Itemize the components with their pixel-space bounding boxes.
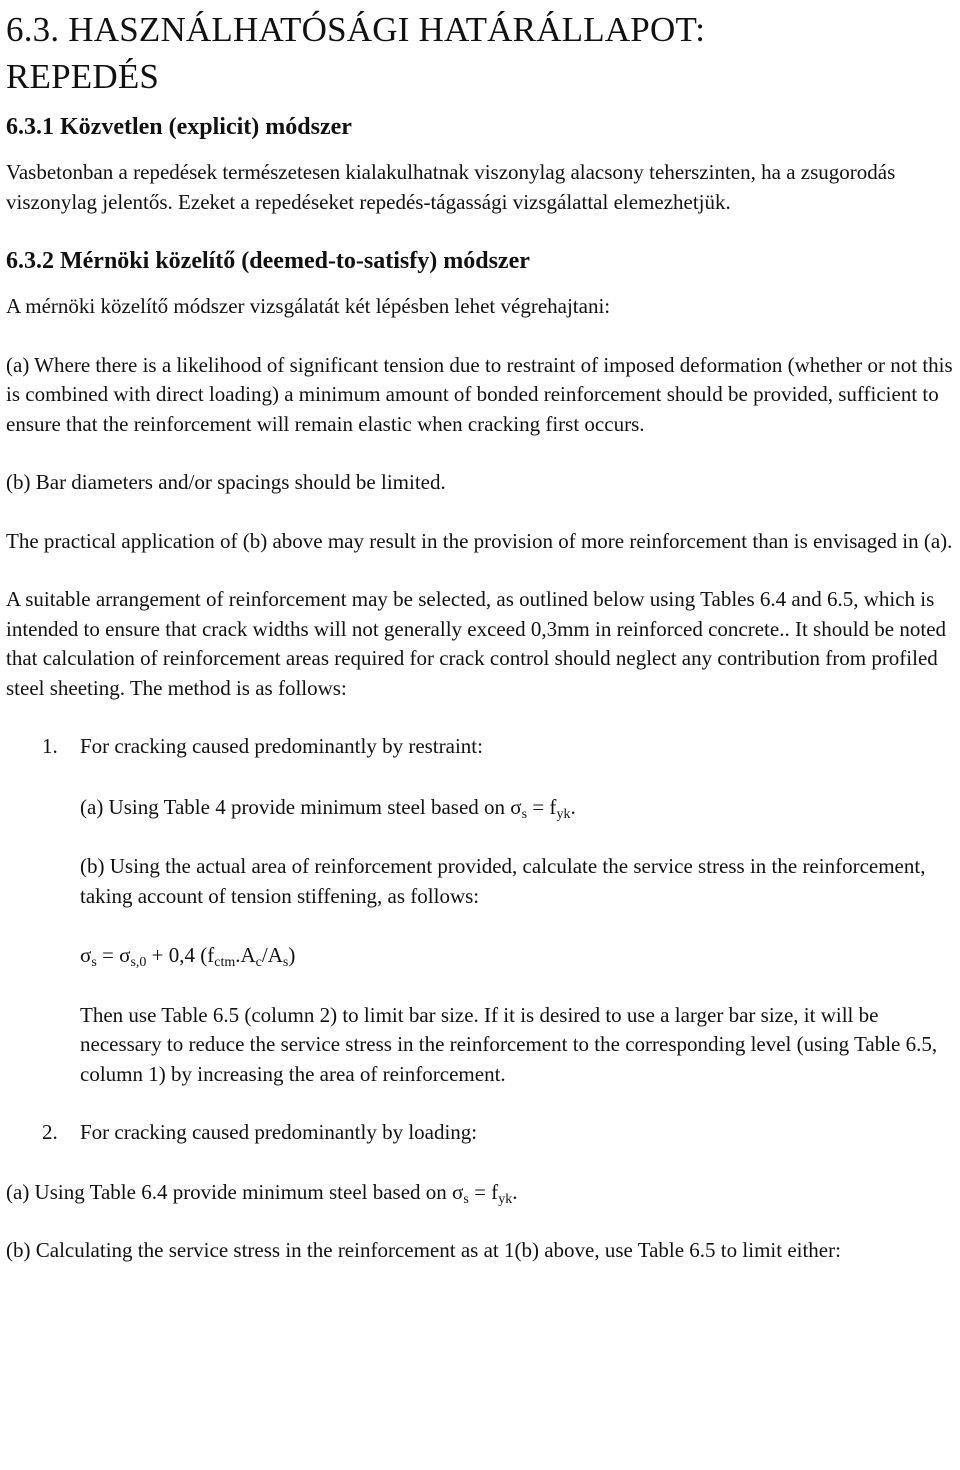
item-1-step-b: (b) Using the actual area of reinforcement provided, calculate the service stress in the reinforcement, taking account of tension stiffening, as follows: <box>80 854 926 908</box>
item-1-step-a-sub-s: s <box>521 806 528 822</box>
item-1-step-a-text: (a) Using Table 4 provide minimum steel based on σ <box>80 794 522 819</box>
item-2-step-a-text: (a) Using Table 6.4 provide minimum steel based on σ <box>6 1179 464 1204</box>
item-2-step-a-eq: = f <box>468 1179 499 1204</box>
paragraph-practical: The practical application of (b) above may result in the provision of more reinforcement than is envisaged in (a). <box>6 528 953 553</box>
formula-sub-s2: s <box>282 955 289 970</box>
formula-plus: + 0,4 (f <box>146 943 215 967</box>
paragraph-suitable-arrangement: A suitable arrangement of reinforcement may be selected, as outlined below using Tables 6.4 and 6.5, which is intended to ensure that crack widths will not generally exceed 0,3mm in reinforced concrete.. It should be noted that calculation of reinforcement areas required for crack control should neglect any contribution from profiled steel sheeting. The method is as follows: <box>6 587 947 700</box>
formula-sub-s: s <box>91 955 97 970</box>
item-1-step-a-sub-yk: yk <box>556 806 571 822</box>
list-item-1 <box>6 732 954 762</box>
item-2-step-a-sub-s: s <box>463 1191 469 1207</box>
list-item-2 <box>6 1118 954 1148</box>
chapter-heading-line2: REPEDÉS <box>6 57 160 96</box>
formula-close: ) <box>288 943 296 967</box>
formula-sub-c: c <box>255 955 262 970</box>
item-1-step-a-end: . <box>570 794 576 819</box>
formula-sigma: σ <box>80 943 92 967</box>
list-item-2-text: For cracking caused predominantly by loading: <box>80 1120 478 1144</box>
item-1-step-a-eq: = f <box>527 794 557 819</box>
paragraph-a: (a) Where there is a likelihood of significant tension due to restraint of imposed deformation (whether or not this is combined with direct loading) a minimum amount of bonded reinforcement should be provided, sufficient to ensure that the reinforcement will remain elastic when cracking first occurs. <box>6 352 953 436</box>
formula-sub-s0: s,0 <box>130 955 147 970</box>
item-2-step-a-end: . <box>512 1179 518 1204</box>
section-6-3-2-intro: A mérnöki közelítő módszer vizsgálatát két lépésben lehet végrehajtani: <box>6 294 611 318</box>
item-2-step-a <box>6 1178 954 1208</box>
list-item-2-number: 2. <box>42 1120 58 1144</box>
document-page <box>6 0 954 1266</box>
item-1-then-text: Then use Table 6.5 (column 2) to limit bar size. If it is desired to use a larger bar size, it will be necessary to reduce the service stress in the reinforcement to the corresponding level (using Table 6.5, column 1) by increasing the area of reinforcement. <box>80 1002 938 1086</box>
item-2-step-a-sub-yk: yk <box>498 1191 513 1207</box>
service-stress-formula <box>6 941 954 971</box>
formula-sub-ctm: ctm <box>214 955 236 970</box>
chapter-heading <box>6 0 954 100</box>
section-heading-6-3-1: 6.3.1 Közvetlen (explicit) módszer <box>6 114 352 140</box>
formula-slash-a: /A <box>261 943 283 967</box>
list-item-1-number: 1. <box>42 734 58 758</box>
formula-dot-a: .A <box>235 943 256 967</box>
item-2-step-b: (b) Calculating the service stress in the reinforcement as at 1(b) above, use Table 6.5 to limit either: <box>6 1238 841 1262</box>
item-1-step-a <box>6 793 954 823</box>
section-6-3-1-body: Vasbetonban a repedések természetesen kialakulhatnak viszonylag alacsony teherszinten, ha a zsugorodás viszonylag jelentős. Ezeket a repedéseket repedés-tágassági vizsgálattal elemezhetjük. <box>6 160 896 214</box>
paragraph-b: (b) Bar diameters and/or spacings should be limited. <box>6 470 446 494</box>
list-item-1-text: For cracking caused predominantly by restraint: <box>80 734 483 758</box>
section-heading-6-3-2: 6.3.2 Mérnöki közelítő (deemed-to-satisfy) módszer <box>6 248 530 274</box>
chapter-heading-line1: 6.3. HASZNÁLHATÓSÁGI HATÁRÁLLAPOT: <box>6 10 706 49</box>
formula-eq: = σ <box>96 943 131 967</box>
